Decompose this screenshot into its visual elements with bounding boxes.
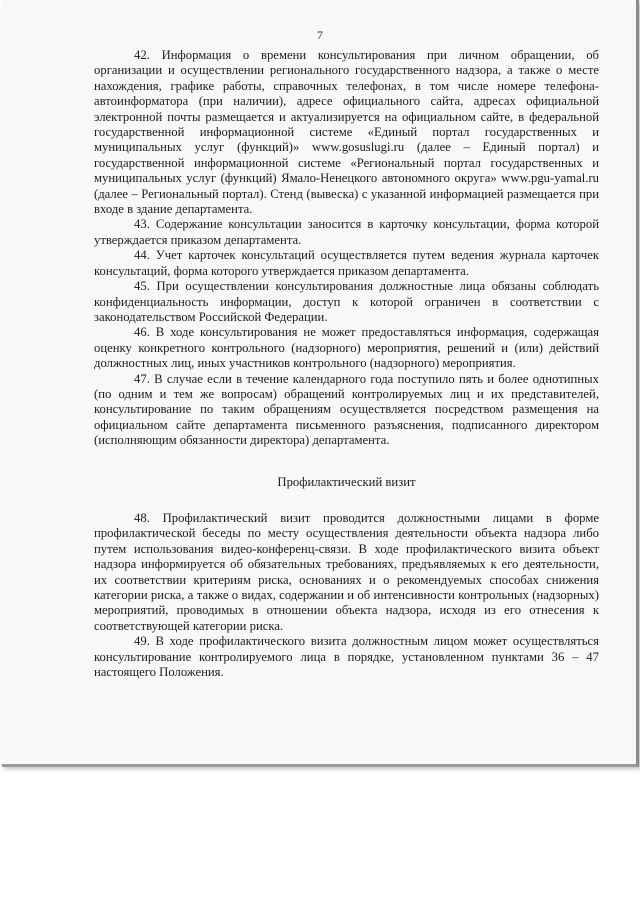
paragraph-42: 42. Информация о времени консультирования при личном обращении, об организации и осуществлении регионального государственного надзора, а также о месте нахождения, графике работы, справочных телефонах, в том числе номере телефона-автоинформатора (при наличии), адресе официального сайта, адресах официальной электронной почты размещается и актуализируется на официальном сайте, в федеральной государственной информационной системе «Единый портал государственных и муниципальных услуг (функций)» www.gosuslugi.ru (далее – Единый портал) и государственной информационной системе «Региональный портал государственных и муниципальных услуг (функций) Ямало-Ненецкого автономного округа» www.pgu-yamal.ru (далее – Региональный портал). Стенд (вывеска) с указанной информацией размещается при входе в здание департамента.	[94, 48, 599, 217]
paragraph-49: 49. В ходе профилактического визита должностным лицом может осуществляться консультирование контролируемого лица в порядке, установленном пунктами 36 – 47 настоящего Положения.	[94, 634, 599, 680]
paragraph-44: 44. Учет карточек консультаций осуществляется путем ведения журнала карточек консультаций, форма которого утверждается приказом департамента.	[94, 248, 599, 278]
section-heading: Профилактический визит	[277, 474, 416, 489]
page-number: 7	[317, 28, 323, 42]
paragraph-43: 43. Содержание консультации заносится в карточку консультации, форма которой утверждается приказом департамента.	[94, 217, 599, 247]
document-body	[94, 48, 599, 680]
paragraph-47: 47. В случае если в течение календарного года поступило пять и более однотипных (по одним и тем же вопросам) обращений контролируемых лиц и их представителей, консультирование по таким обращениям осуществляется посредством размещения на официальном сайте департамента письменного разъяснения, подписанного директором (исполняющим обязанности директора) департамента.	[94, 371, 599, 448]
paragraph-48: 48. Профилактический визит проводится должностными лицами в форме профилактической беседы по месту осуществления деятельности объекта надзора либо путем использования видео-конференц-связи. В ходе профилактического визита объект надзора информируется об обязательных требованиях, предъявляемых к его деятельности, их соответствии критериям риска, основаниях и о рекомендуемых способах снижения категории риска, а также о видах, содержании и об интенсивности контрольных (надзорных) мероприятий, проводимых в отношении объекта надзора, исходя из его отнесения к соответствующей категории риска.	[94, 510, 599, 633]
paragraph-45: 45. При осуществлении консультирования должностные лица обязаны соблюдать конфиденциальность информации, доступ к которой ограничен в соответствии с законодательством Российской Федерации.	[94, 279, 599, 324]
paragraph-46: 46. В ходе консультирования не может предоставляться информация, содержащая оценку конкретного контрольного (надзорного) мероприятия, решений и (или) действий должностных лиц, иных участников контрольного (надзорного) мероприятия.	[94, 325, 599, 371]
